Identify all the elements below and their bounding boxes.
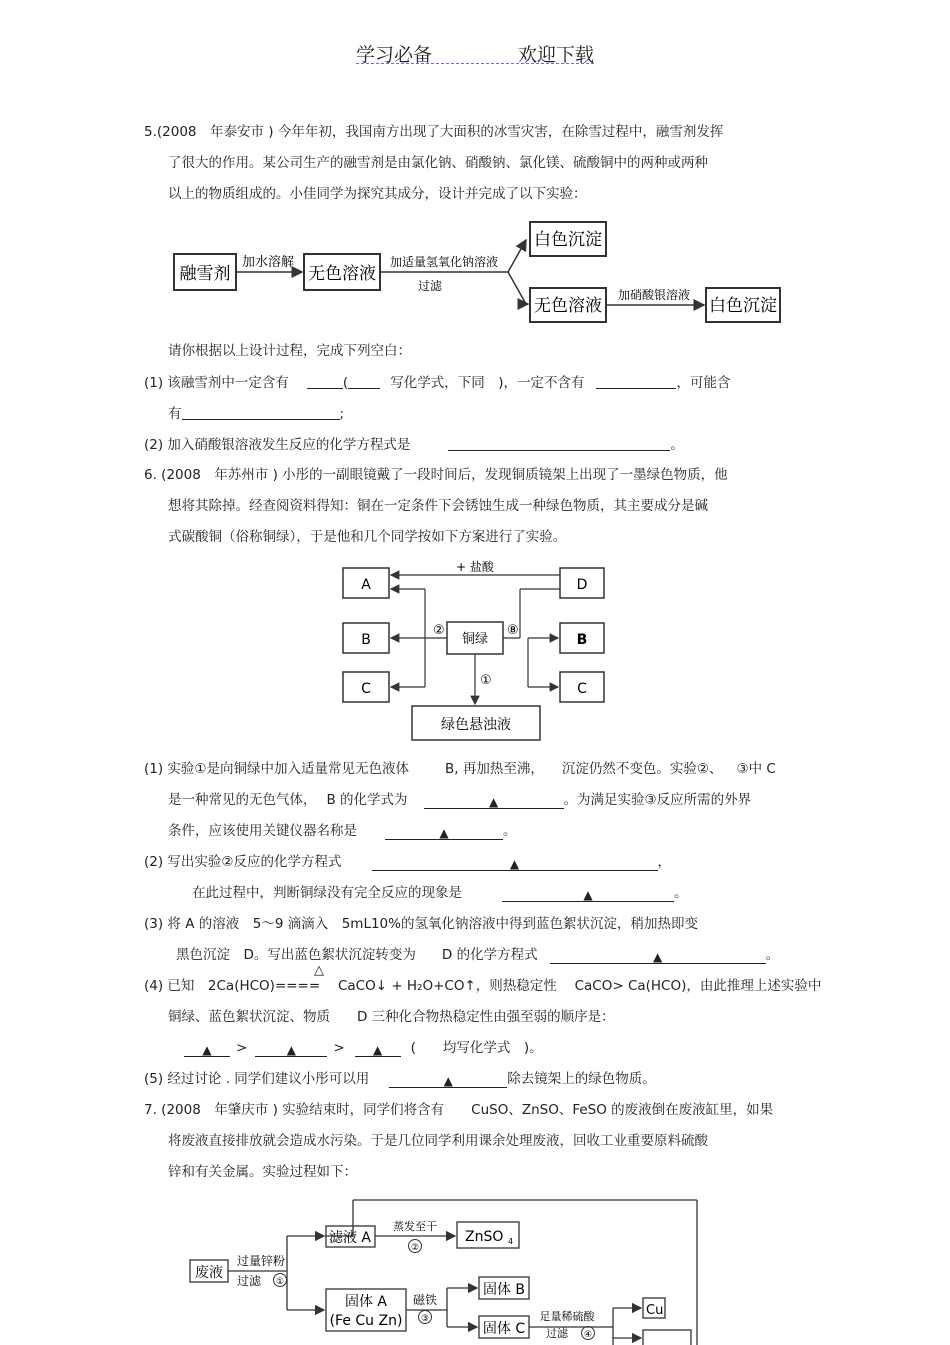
- q6-box-c2: C: [577, 681, 587, 697]
- q5-sub1-cont: 有 ;: [168, 406, 345, 422]
- q7-flow-diagram: [185, 1194, 710, 1345]
- q7-solid-c: 固体 C: [482, 1321, 526, 1337]
- q7-solid-b: 固体 B: [482, 1282, 526, 1298]
- q6-line1: 6. (2008 年苏州市 ) 小彤的一副眼镜戴了一段时间后，发现铜质镜架上出现了一墨绿色物质，他: [144, 467, 728, 483]
- q6-box-b: B: [361, 632, 371, 648]
- q7-solid-a-comp: (Fe Cu Zn): [329, 1313, 403, 1329]
- header-right: 欢迎下载: [518, 44, 595, 66]
- q7-acid-label: 足量稀硫酸: [539, 1310, 595, 1323]
- q6-p3: (3) 将 A 的溶液 5～9 滴滴入 5mL10%的氢氧化钠溶液中得到蓝色絮状沉淀，稍加热即变: [144, 916, 698, 932]
- svg-text:4: 4: [508, 1237, 514, 1246]
- q7-magnet-label: 磁铁: [412, 1293, 438, 1307]
- q6-p2-cont: 在此过程中，判断铜绿没有完全反应的现象是 ▲ 。: [192, 885, 688, 902]
- q5-flow-mid: 无色溶液: [308, 264, 376, 284]
- q5-flow-end: 白色沉淀: [709, 296, 777, 316]
- q7-line2: 将废液直接排放就会造成水污染。于是几位同学利用课余处理废液，回收工业重要原料硫酸: [168, 1133, 708, 1149]
- q6-box-b2: B: [576, 632, 588, 648]
- q6-p4-order: ▲ > ▲ > ▲ ( 均写化学式 )。: [184, 1040, 543, 1057]
- q6-diagram: [335, 556, 625, 746]
- q5-line3: 以上的物质组成的。小佳同学为探究其成分，设计并完成了以下实验：: [168, 186, 587, 202]
- q6-line3: 式碳酸铜（俗称铜绿），于是他和几个同学按如下方案进行了实验。: [168, 529, 567, 545]
- q6-box-a: A: [361, 577, 371, 593]
- q7-filter4-label: 过滤: [546, 1327, 568, 1340]
- q5-flow-diagram: [168, 212, 788, 332]
- q7-solid-a: 固体 A: [344, 1294, 388, 1310]
- q6-heat-symbol: △: [314, 963, 324, 978]
- q7-filtrate-a: 滤液 A: [328, 1230, 372, 1246]
- q5-flow-start: 融雪剂: [179, 264, 231, 284]
- header-left: 学习必备: [356, 44, 433, 66]
- header-divider: [356, 63, 594, 64]
- q5-sub1: (1) 该融雪剂中一定含有 ( 写化学式，下同 )，一定不含有 ，可能含: [144, 375, 731, 391]
- q5-prompt: 请你根据以上设计过程，完成下列空白：: [168, 343, 411, 359]
- q5-flow-top: 白色沉淀: [534, 230, 602, 250]
- q6-box-center: 铜绿: [461, 632, 489, 647]
- q6-p2: (2) 写出实验②反应的化学方程式 ▲ ，: [144, 854, 672, 871]
- q7-waste: 废液: [195, 1265, 223, 1281]
- q7-evap-label: 蒸发至干: [393, 1220, 437, 1233]
- q7-line3: 锌和有关金属。实验过程如下：: [168, 1164, 357, 1180]
- q6-p1-cont2: 条件，应该使用关键仪器名称是 ▲ 。: [168, 823, 517, 840]
- q6-box-c: C: [361, 681, 371, 697]
- q5-flow-step2b: 过滤: [417, 279, 443, 293]
- q6-step3-label: ⑧: [507, 623, 519, 638]
- q6-p3-cont: 黑色沉淀 D。写出蓝色絮状沉淀转变为 D 的化学方程式 ▲ 。: [176, 947, 780, 964]
- q7-step1-num: ①: [275, 1277, 285, 1287]
- q5-flow-step3: 加硝酸银溶液: [617, 288, 691, 302]
- q7-step4-num: ④: [583, 1330, 593, 1340]
- q6-step1-label: ①: [480, 673, 492, 688]
- q6-acid-label: + 盐酸: [456, 560, 494, 574]
- q6-box-d: D: [576, 577, 588, 593]
- q7-line1: 7. (2008 年肇庆市 ) 实验结束时，同学们将含有 CuSO、ZnSO、FeSO 的废液倒在废液缸里，如果: [144, 1102, 774, 1118]
- q6-p4: (4) 已知 2Ca(HCO)==== CaCO↓ + H₂O+CO↑，则热稳定性 CaCO> Ca(HCO)，由此推理上述实验中: [144, 978, 822, 994]
- q6-step2-label: ②: [433, 623, 445, 638]
- q6-p1-cont: 是一种常见的无色气体， B 的化学式为 ▲ 。为满足实验③反应所需的外界: [168, 792, 752, 809]
- q6-box-bottom: 绿色悬浊液: [441, 717, 511, 733]
- q5-line2: 了很大的作用。某公司生产的融雪剂是由氯化钠、硝酸钠、氯化镁、硫酸铜中的两种或两种: [168, 155, 708, 171]
- q6-p5: (5) 经过讨论 . 同学们建议小彤可以用 ▲ 除去镜架上的绿色物质。: [144, 1071, 656, 1088]
- q5-flow-step1: 加水溶解: [241, 255, 295, 270]
- q7-step3-num: ③: [420, 1314, 430, 1324]
- q7-cu: Cu: [646, 1303, 664, 1318]
- q7-znso4: ZnSO: [465, 1229, 504, 1245]
- q6-line2: 想将其除掉。经查阅资料得知：铜在一定条件下会锈蚀生成一种绿色物质，其主要成分是碱: [168, 498, 708, 514]
- q7-filter1-label: 过滤: [237, 1274, 262, 1288]
- q6-p4-cont: 铜绿、蓝色絮状沉淀、物质 D 三种化合物热稳定性由强至弱的顺序是：: [168, 1009, 615, 1025]
- q6-p1: (1) 实验①是向铜绿中加入适量常见无色液体 B, 再加热至沸， 沉淀仍然不变色。实验②、 ③中 C: [144, 761, 776, 777]
- q7-zinc-label: 过量锌粉: [237, 1254, 286, 1268]
- q7-step2-num: ②: [410, 1243, 420, 1253]
- q5-line1: 5.(2008 年泰安市 ) 今年年初，我国南方出现了大面积的冰雪灾害，在除雪过程中，融雪剂发挥: [144, 124, 724, 140]
- q5-sub2: (2) 加入硝酸银溶液发生反应的化学方程式是 。: [144, 437, 684, 453]
- q5-flow-step2a: 加适量氢氧化钠溶液: [389, 255, 499, 269]
- q5-flow-bottom: 无色溶液: [534, 296, 602, 316]
